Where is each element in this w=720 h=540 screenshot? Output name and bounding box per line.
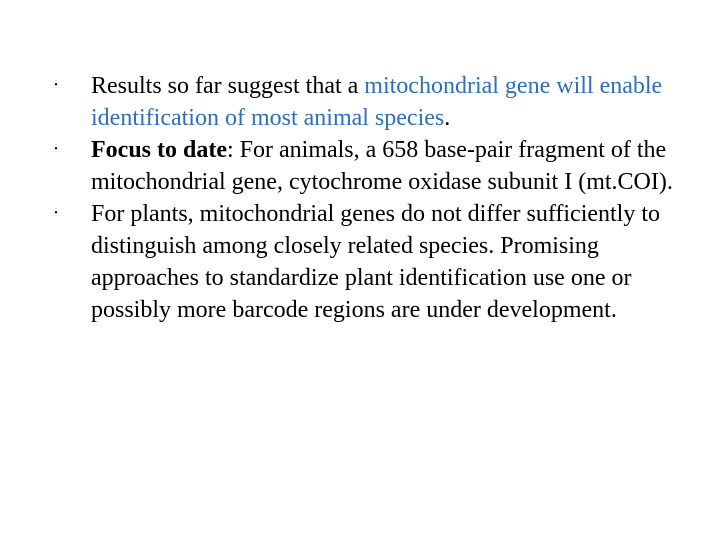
bullet-text: : For animals, a 658 base-pair fragment of the mitochondrial gene, cytochrome oxidase subunit I (mt.COI). bbox=[91, 137, 673, 195]
bold-label: Focus to date bbox=[91, 137, 227, 163]
bullet-text: For plants, mitochondrial genes do not differ sufficiently to distinguish among closely related species. Promising approaches to standardize plant identification use one or possibly more barcode regions are under development. bbox=[91, 201, 661, 323]
bullet-list bbox=[54, 70, 701, 326]
bullet-dot-icon: • bbox=[54, 80, 58, 91]
bullet-item-results bbox=[54, 70, 701, 134]
bullet-dot-icon: • bbox=[54, 144, 58, 155]
bullet-dot-icon: • bbox=[54, 208, 58, 219]
bullet-item-plants bbox=[54, 198, 701, 326]
highlighted-text: mitochondrial gene will enable identification of most animal species bbox=[91, 73, 663, 131]
bullet-item-focus bbox=[54, 134, 701, 198]
bullet-text-end: . bbox=[444, 105, 451, 131]
bullet-text: Results so far suggest that a bbox=[91, 73, 365, 99]
